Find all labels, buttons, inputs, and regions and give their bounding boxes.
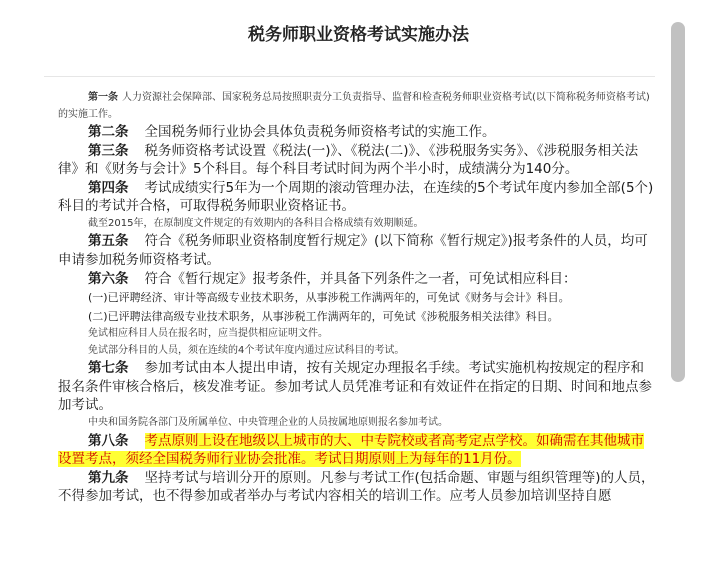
article-3 <box>58 142 656 179</box>
article-number: 第七条 <box>88 360 129 377</box>
article-5 <box>58 232 656 269</box>
article-text: 坚持考试与培训分开的原则。凡参与考试工作(包括命题、审题与组织管理等)的人员，不得参加考试，也不得参加或者举办与考试内容相关的培训工作。应考人员参加培训坚持自愿 <box>58 469 655 505</box>
article-text: 符合《税务师职业资格制度暂行规定》(以下简称《暂行规定》)报考条件的人员，均可申请参加税务师资格考试。 <box>58 233 648 269</box>
article-text: 税务师资格考试设置《税法(一)》、《税法(二)》、《涉税服务实务》、《涉税服务相关法律》和《财务与会计》5个科目。每个科目考试时间为两个半小时，成绩满分为140分。 <box>58 142 639 178</box>
article-text: 全国税务师行业协会具体负责税务师资格考试的实施工作。 <box>144 124 496 140</box>
scrollbar-thumb[interactable] <box>671 22 685 382</box>
article-number: 第二条 <box>88 124 129 140</box>
note-line: 中央和国务院各部门及所属单位、中央管理企业的人员按属地原则报名参加考试。 <box>88 417 448 429</box>
article-number: 第四条 <box>88 179 129 196</box>
title-divider <box>44 76 655 77</box>
article-8 <box>58 432 656 469</box>
article-number: 第五条 <box>88 233 129 250</box>
article-number: 第三条 <box>88 142 129 159</box>
article-content <box>58 90 656 506</box>
article-number: 第六条 <box>88 270 129 287</box>
article-number: 第九条 <box>88 469 129 486</box>
sub-item-1: (一)已评聘经济、审计等高级专业技术职务，从事涉税工作满两年的，可免试《财务与会计》科目。 <box>88 291 570 305</box>
article-2 <box>58 123 656 142</box>
sub-item-2: (二)已评聘法律高级专业技术职务，从事涉税工作满两年的，可免试《涉税服务相关法律》科目。 <box>88 310 559 324</box>
article-text: 考试成绩实行5年为一个周期的滚动管理办法，在连续的5个考试年度内参加全部(5个)科目的考试并合格，可取得税务师职业资格证书。 <box>58 179 654 215</box>
article-9 <box>58 469 656 506</box>
article-text: 参加考试由本人提出申请，按有关规定办理报名手续。考试实施机构按规定的程序和报名条件审核合格后，核发准考证。参加考试人员凭准考证和有效证件在指定的日期、时间和地点参加考试。 <box>58 360 652 414</box>
note-line: 免试相应科目人员在报名时，应当提供相应证明文件。 <box>88 328 328 340</box>
article-number: 第八条 <box>88 432 129 449</box>
note-line: 截至2015年，在原制度文件规定的有效期内的各科目合格成绩有效期顺延。 <box>88 217 424 229</box>
article-4 <box>58 179 656 216</box>
article-text: 符合《暂行规定》报考条件，并具备下列条件之一者，可免试相应科目： <box>144 270 577 287</box>
article-6 <box>58 270 656 289</box>
note-line: 免试部分科目的人员，须在连续的4个考试年度内通过应试科目的考试。 <box>88 344 405 356</box>
page-title: 税务师职业资格考试实施办法 <box>248 25 469 45</box>
article-7 <box>58 359 656 415</box>
article-1 <box>58 90 656 123</box>
article-number: 第一条 <box>88 92 118 103</box>
article-text: 人力资源社会保障部、国家税务总局按照职责分工负责指导、监督和检查税务师职业资格考试(以下简称税务师资格考试)的实施工作。 <box>58 92 650 120</box>
highlighted-text: 考点原则上设在地级以上城市的大、中专院校或者高考定点学校。如确需在其他城市设置考点，须经全国税务师行业协会批准。考试日期原则上为每年的11月份。 <box>58 432 644 468</box>
